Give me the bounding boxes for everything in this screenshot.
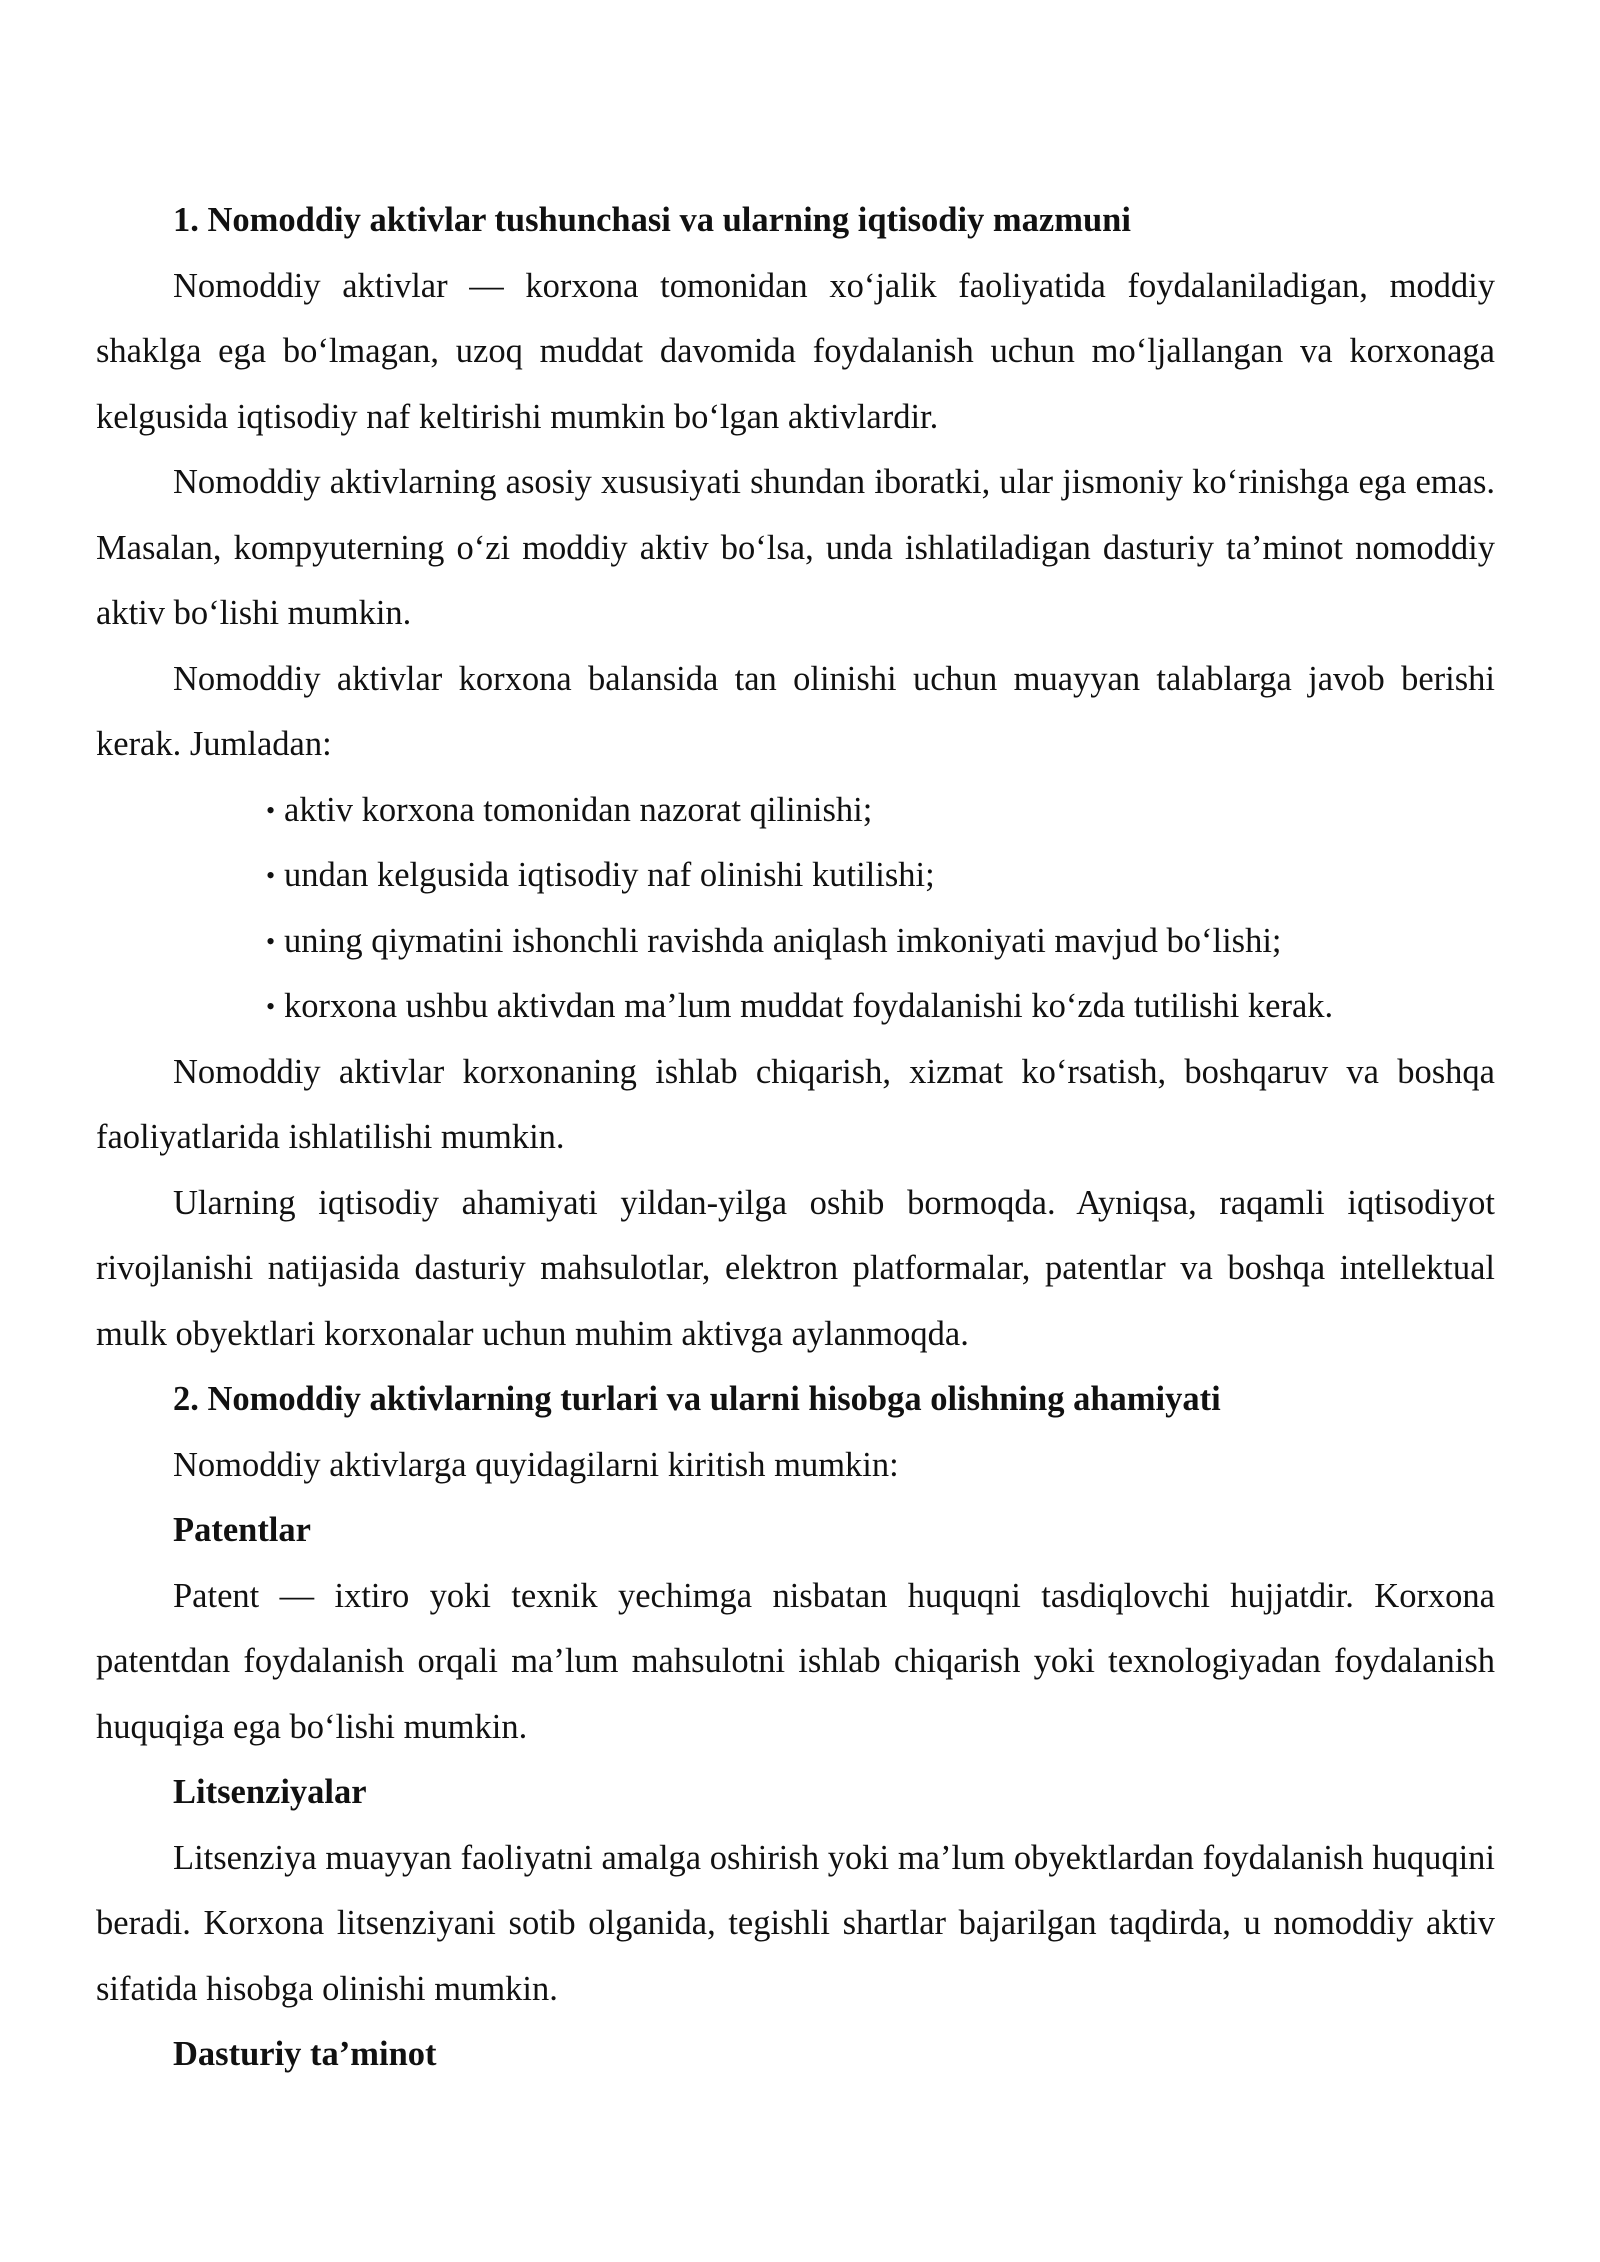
list-item-text: korxona ushbu aktivdan ma’lum muddat foydalanishi ko‘zda tutilishi kerak. — [284, 987, 1334, 1025]
paragraph: Ularning iqtisodiy ahamiyati yildan-yilga oshib bormoqda. Ayniqsa, raqamli iqtisodiyot rivojlanishi natijasida dasturiy mahsulotlar, elektron platformalar, patentlar va boshqa intellektual mulk obyektlari korxonalar uchun muhim aktivga aylanmoqda. — [96, 1183, 1495, 1353]
list-item — [266, 778, 1495, 844]
requirements-list — [96, 778, 1495, 1040]
list-item-text: undan kelgusida iqtisodiy naf olinishi kutilishi; — [284, 856, 935, 894]
list-item-text: aktiv korxona tomonidan nazorat qilinishi; — [284, 790, 873, 829]
subheading-software: Dasturiy ta’minot — [173, 2035, 437, 2073]
list-item — [266, 909, 1495, 975]
paragraph: Nomoddiy aktivlarning asosiy xususiyati shundan iboratki, ular jismoniy ko‘rinishga ega emas. Masalan, kompyuterning o‘zi moddiy aktiv bo‘lsa, unda ishlatiladigan dasturiy ta’minot nomoddiy aktiv bo‘lishi mumkin. — [96, 463, 1495, 632]
list-item-text: uning qiymatini ishonchli ravishda aniqlash imkoniyati mavjud bo‘lishi; — [284, 921, 1282, 960]
paragraph: Nomoddiy aktivlar korxona balansida tan olinishi uchun muayyan talablarga javob berishi kerak. Jumladan: — [96, 659, 1495, 763]
section-1-heading: 1. Nomoddiy aktivlar tushunchasi va ularning iqtisodiy mazmuni — [173, 201, 1131, 239]
subheading-patents: Patentlar — [173, 1511, 311, 1549]
bullet-icon: • — [266, 861, 276, 890]
paragraph: Litsenziya muayyan faoliyatni amalga oshirish yoki ma’lum obyektlardan foydalanish huquqini beradi. Korxona litsenziyani sotib olganida, tegishli shartlar bajarilgan taqdirda, u nomoddiy aktiv sifatida hisobga olinishi mumkin. — [96, 1838, 1495, 2008]
bullet-icon: • — [266, 926, 276, 956]
paragraph: Nomoddiy aktivlar korxonaning ishlab chiqarish, xizmat ko‘rsatish, boshqaruv va boshqa faoliyatlarida ishlatilishi mumkin. — [96, 1052, 1495, 1156]
subheading-licenses: Litsenziyalar — [173, 1773, 367, 1811]
paragraph: Patent — ixtiro yoki texnik yechimga nisbatan huquqni tasdiqlovchi hujjatdir. Korxona patentdan foydalanish orqali ma’lum mahsulotni ishlab chiqarish yoki texnologiyadan foydalanish huquqiga ega bo‘lishi mumkin. — [96, 1576, 1495, 1746]
bullet-icon: • — [266, 992, 276, 1021]
list-item — [266, 974, 1495, 1040]
bullet-icon: • — [266, 795, 276, 825]
document-page — [96, 188, 1495, 2088]
paragraph: Nomoddiy aktivlar — korxona tomonidan xo‘jalik faoliyatida foydalaniladigan, moddiy shaklga ega bo‘lmagan, uzoq muddat davomida foydalanish uchun mo‘ljallangan va korxonaga kelgusida iqtisodiy naf keltirishi mumkin bo‘lgan aktivlardir. — [96, 266, 1495, 436]
list-item — [266, 843, 1495, 909]
paragraph: Nomoddiy aktivlarga quyidagilarni kiritish mumkin: — [173, 1445, 899, 1484]
section-2-heading: 2. Nomoddiy aktivlarning turlari va ularni hisobga olishning ahamiyati — [173, 1380, 1221, 1418]
